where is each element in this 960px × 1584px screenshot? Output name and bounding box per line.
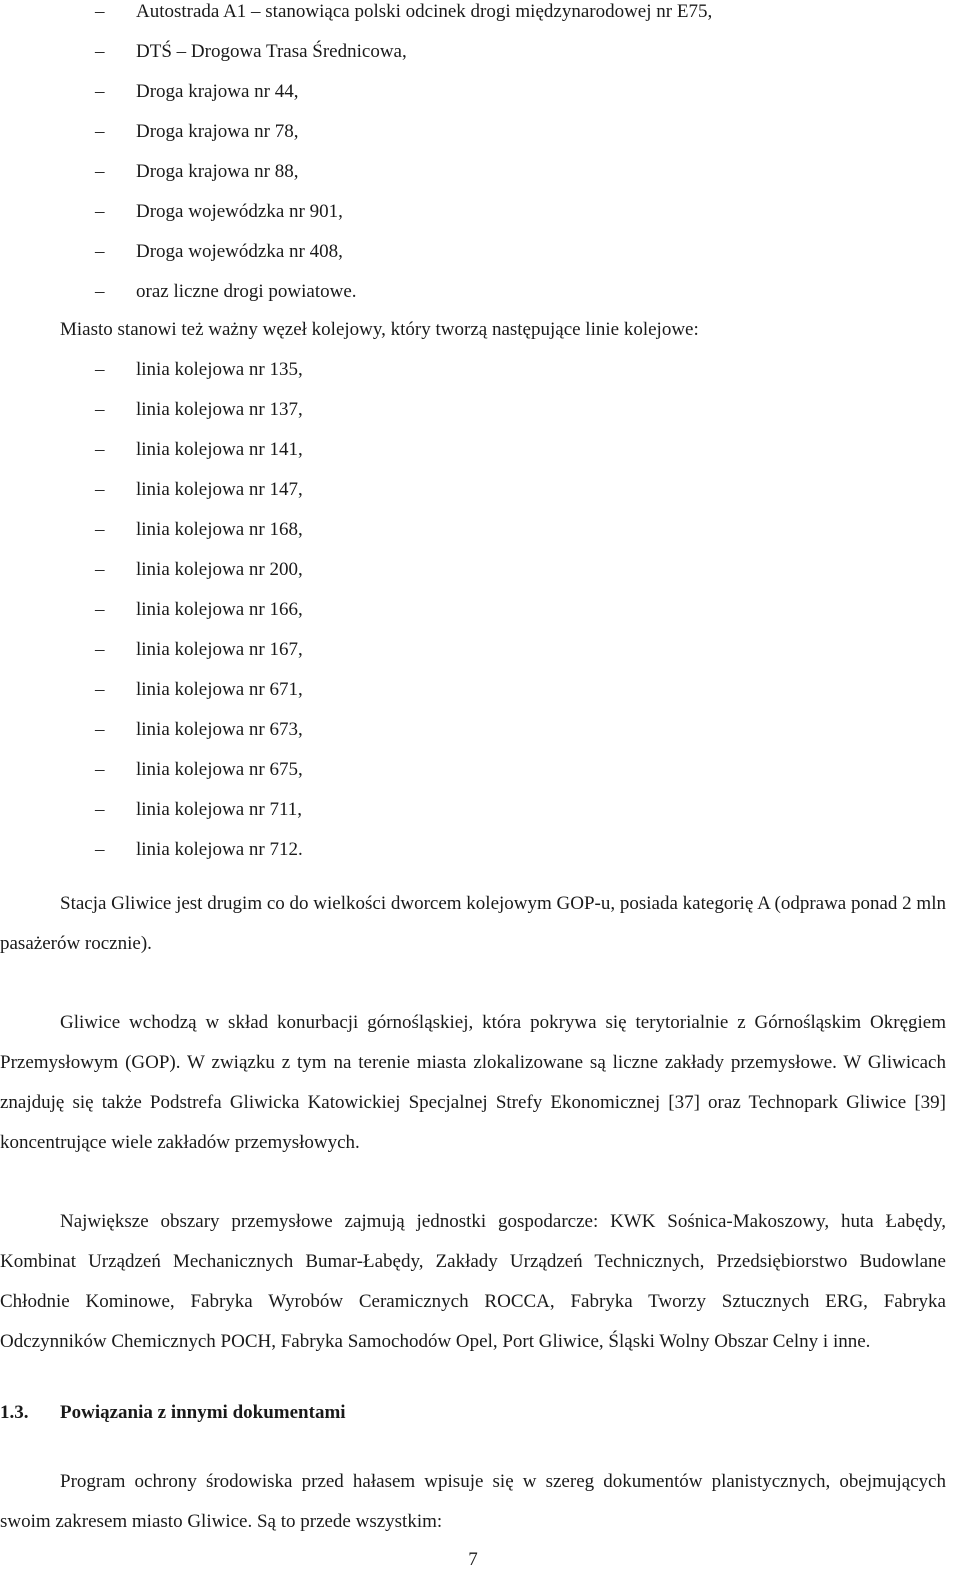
dash-bullet: – xyxy=(95,121,105,142)
list-item-text: oraz liczne drogi powiatowe. xyxy=(136,281,357,302)
rail-lines-list xyxy=(0,350,960,870)
dash-bullet: – xyxy=(95,799,105,820)
dash-bullet: – xyxy=(95,519,105,540)
roads-list xyxy=(0,0,960,312)
list-item-text: linia kolejowa nr 168, xyxy=(136,519,303,540)
paragraph-largest-industrial-areas xyxy=(0,1202,946,1362)
dash-bullet: – xyxy=(95,359,105,380)
list-item xyxy=(0,830,960,870)
paragraph-industry xyxy=(0,1003,946,1163)
list-item xyxy=(0,750,960,790)
list-item xyxy=(0,272,960,312)
dash-bullet: – xyxy=(95,201,105,222)
paragraph-program xyxy=(0,1462,946,1542)
dash-bullet: – xyxy=(95,161,105,182)
rail-intro-text: Miasto stanowi też ważny węzeł kolejowy, który tworzą następujące linie kolejowe: xyxy=(60,319,699,340)
list-item-text: Autostrada A1 – stanowiąca polski odcinek drogi międzynarodowej nr E75, xyxy=(136,1,713,22)
section-title: Powiązania z innymi dokumentami xyxy=(60,1402,346,1423)
list-item xyxy=(0,790,960,830)
paragraph-text: Stacja Gliwice jest drugim co do wielkości dworcem kolejowym GOP-u, posiada kategorię A (odprawa ponad 2 mln pasażerów rocznie). xyxy=(0,893,946,954)
dash-bullet: – xyxy=(95,479,105,500)
list-item xyxy=(0,72,960,112)
list-item-text: Droga krajowa nr 44, xyxy=(136,81,299,102)
list-item xyxy=(0,710,960,750)
list-item xyxy=(0,152,960,192)
section-heading xyxy=(0,1393,346,1433)
list-item xyxy=(0,390,960,430)
list-item-text: Droga krajowa nr 78, xyxy=(136,121,299,142)
list-item-text: Droga wojewódzka nr 901, xyxy=(136,201,343,222)
list-item xyxy=(0,112,960,152)
dash-bullet: – xyxy=(95,41,105,62)
paragraph-text: Gliwice wchodzą w skład konurbacji górnośląskiej, która pokrywa się terytorialnie z Górnośląskim Okręgiem Przemysłowym (GOP). W związku z tym na terenie miasta zlokalizowane są liczne zakłady przemysłowe. W Gliwicach znajduję się także Podstrefa Gliwicka Katowickiej Specjalnej Strefy Ekonomicznej [37] oraz Technopark Gliwice [39] koncentrujące wiele zakładów przemysłowych. xyxy=(0,1012,946,1153)
dash-bullet: – xyxy=(95,439,105,460)
dash-bullet: – xyxy=(95,559,105,580)
dash-bullet: – xyxy=(95,399,105,420)
dash-bullet: – xyxy=(95,1,105,22)
list-item xyxy=(0,430,960,470)
list-item-text: linia kolejowa nr 671, xyxy=(136,679,303,700)
list-item-text: linia kolejowa nr 135, xyxy=(136,359,303,380)
list-item-text: linia kolejowa nr 673, xyxy=(136,719,303,740)
dash-bullet: – xyxy=(95,679,105,700)
list-item xyxy=(0,32,960,72)
paragraph-text: Największe obszary przemysłowe zajmują jednostki gospodarcze: KWK Sośnica-Makoszowy, huta Łabędy, Kombinat Urządzeń Mechanicznych Bumar-Łabędy, Zakłady Urządzeń Technicznych, Przedsiębiorstwo Budowlane Chłodnie Kominowe, Fabryka Wyrobów Ceramicznych ROCCA, Fabryka Tworzy Sztucznych ERG, Fabryka Odczynników Chemicznych POCH, Fabryka Samochodów Opel, Port Gliwice, Śląski Wolny Obszar Celny i inne. xyxy=(0,1211,946,1352)
list-item-text: DTŚ – Drogowa Trasa Średnicowa, xyxy=(136,41,407,62)
paragraph-station xyxy=(0,884,946,964)
list-item-text: Droga wojewódzka nr 408, xyxy=(136,241,343,262)
list-item xyxy=(0,630,960,670)
list-item xyxy=(0,470,960,510)
dash-bullet: – xyxy=(95,241,105,262)
dash-bullet: – xyxy=(95,839,105,860)
list-item xyxy=(0,192,960,232)
dash-bullet: – xyxy=(95,599,105,620)
dash-bullet: – xyxy=(95,719,105,740)
section-number: 1.3. xyxy=(0,1402,29,1423)
dash-bullet: – xyxy=(95,81,105,102)
list-item xyxy=(0,510,960,550)
list-item-text: linia kolejowa nr 712. xyxy=(136,839,303,860)
page-number: 7 xyxy=(468,1549,478,1570)
list-item-text: Droga krajowa nr 88, xyxy=(136,161,299,182)
list-item-text: linia kolejowa nr 200, xyxy=(136,559,303,580)
list-item xyxy=(0,232,960,272)
dash-bullet: – xyxy=(95,759,105,780)
list-item-text: linia kolejowa nr 137, xyxy=(136,399,303,420)
list-item xyxy=(0,350,960,390)
list-item xyxy=(0,0,960,32)
dash-bullet: – xyxy=(95,281,105,302)
list-item-text: linia kolejowa nr 711, xyxy=(136,799,303,820)
list-item-text: linia kolejowa nr 141, xyxy=(136,439,303,460)
list-item-text: linia kolejowa nr 675, xyxy=(136,759,303,780)
list-item xyxy=(0,670,960,710)
list-item-text: linia kolejowa nr 166, xyxy=(136,599,303,620)
paragraph-text: Program ochrony środowiska przed hałasem wpisuje się w szereg dokumentów planistycznych, obejmujących swoim zakresem miasto Gliwice. Są to przede wszystkim: xyxy=(0,1471,946,1532)
list-item-text: linia kolejowa nr 147, xyxy=(136,479,303,500)
list-item xyxy=(0,590,960,630)
list-item xyxy=(0,550,960,590)
dash-bullet: – xyxy=(95,639,105,660)
list-item-text: linia kolejowa nr 167, xyxy=(136,639,303,660)
